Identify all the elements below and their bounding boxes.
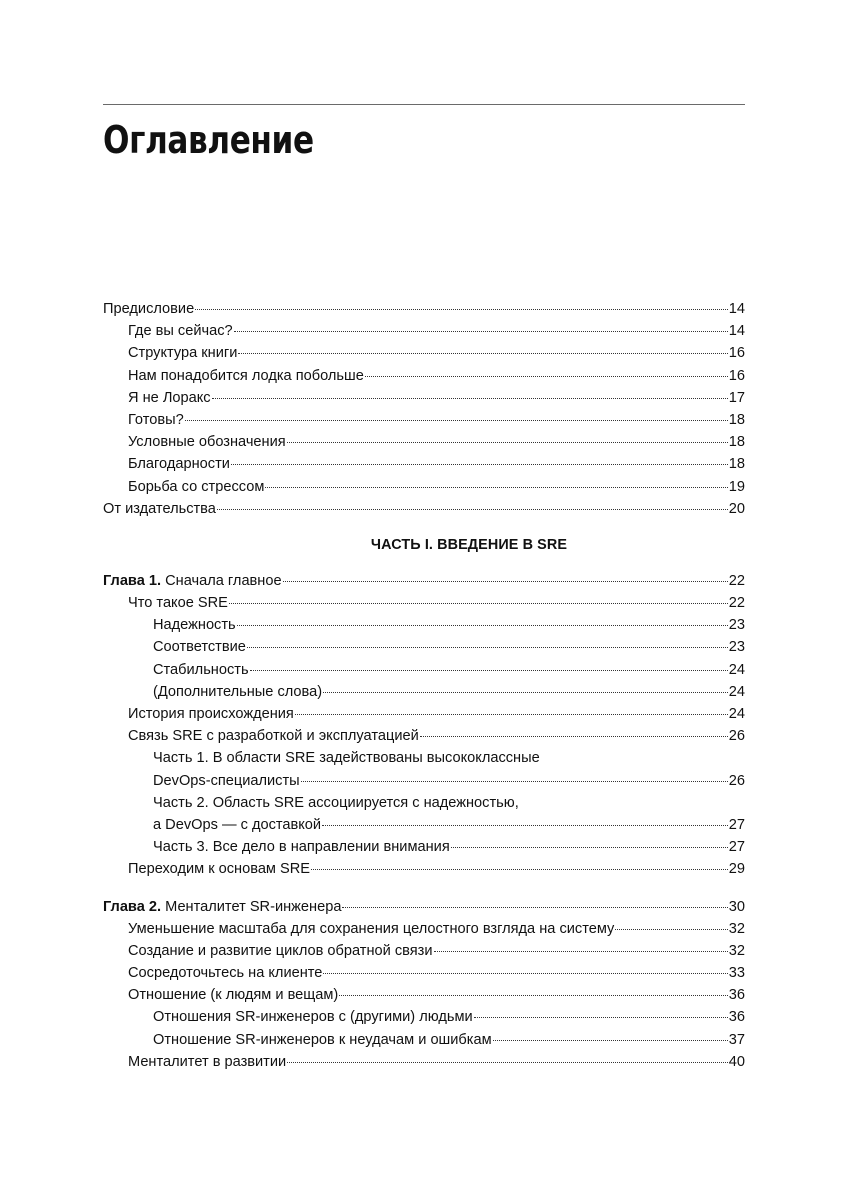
toc-entry-page: 20 bbox=[728, 500, 745, 517]
toc-entry[interactable] bbox=[103, 431, 745, 453]
table-of-contents bbox=[103, 298, 745, 1073]
chapter-2-entry[interactable] bbox=[103, 896, 745, 918]
toc-entry-page: 26 bbox=[728, 728, 745, 745]
dot-leader bbox=[185, 420, 728, 421]
toc-entry[interactable] bbox=[103, 636, 745, 658]
toc-entry[interactable] bbox=[103, 592, 745, 614]
dot-leader bbox=[342, 907, 727, 908]
toc-entry[interactable] bbox=[103, 659, 745, 681]
toc-entry-label: Сосредоточьтесь на клиенте bbox=[128, 965, 323, 982]
toc-entry-label: Менталитет в развитии bbox=[128, 1053, 287, 1070]
dot-leader bbox=[212, 398, 728, 399]
toc-entry[interactable] bbox=[103, 365, 745, 387]
toc-entry-label: Отношения SR-инженеров с (другими) людьми bbox=[153, 1009, 473, 1026]
toc-entry-label: От издательства bbox=[103, 500, 216, 517]
toc-entry-label: Предисловие bbox=[103, 301, 195, 317]
chapter-1-block bbox=[103, 570, 745, 881]
chapter-1-entry[interactable] bbox=[103, 570, 745, 592]
dot-leader bbox=[283, 581, 728, 582]
toc-entry-label-line1: Часть 1. В области SRE задействованы высококлассные bbox=[153, 750, 540, 767]
dot-leader bbox=[247, 647, 728, 648]
dot-leader bbox=[287, 442, 728, 443]
toc-entry-page: 36 bbox=[728, 1009, 745, 1026]
toc-entry-page: 14 bbox=[728, 301, 745, 317]
toc-entry-label: Благодарности bbox=[128, 456, 230, 473]
toc-entry-label: Я не Лоракс bbox=[128, 389, 211, 406]
dot-leader bbox=[287, 1062, 728, 1063]
toc-entry-label: Создание и развитие циклов обратной связи bbox=[128, 942, 433, 959]
toc-entry[interactable] bbox=[103, 1051, 745, 1073]
dot-leader bbox=[365, 376, 728, 377]
toc-entry[interactable] bbox=[103, 387, 745, 409]
toc-entry[interactable] bbox=[103, 1029, 745, 1051]
dot-leader bbox=[311, 869, 728, 870]
toc-entry-label: Структура книги bbox=[128, 345, 238, 362]
dot-leader bbox=[323, 973, 727, 974]
front-matter-list bbox=[103, 298, 745, 520]
toc-entry[interactable] bbox=[103, 614, 745, 636]
toc-entry[interactable] bbox=[103, 476, 745, 498]
dot-leader bbox=[217, 509, 728, 510]
toc-entry-label: Борьба со стрессом bbox=[128, 478, 265, 495]
page-title: Оглавление bbox=[103, 118, 314, 162]
dot-leader bbox=[195, 309, 728, 310]
toc-entry-label: Нам понадобится лодка побольше bbox=[128, 367, 364, 384]
dot-leader bbox=[265, 487, 727, 488]
toc-entry-label: Что такое SRE bbox=[128, 595, 228, 612]
toc-entry bbox=[103, 770, 745, 792]
toc-entry-page: 32 bbox=[728, 920, 745, 937]
header-rule bbox=[103, 104, 745, 105]
toc-entry-label: Надежность bbox=[153, 617, 236, 634]
toc-entry-page: 40 bbox=[728, 1053, 745, 1070]
toc-entry[interactable] bbox=[103, 940, 745, 962]
toc-entry[interactable] bbox=[103, 453, 745, 475]
toc-entry[interactable] bbox=[103, 498, 745, 520]
chapter-gap bbox=[103, 881, 745, 896]
dot-leader bbox=[229, 603, 728, 604]
toc-entry-wrapped[interactable] bbox=[103, 747, 745, 791]
toc-entry[interactable] bbox=[103, 836, 745, 858]
toc-entry[interactable] bbox=[103, 320, 745, 342]
toc-entry bbox=[103, 814, 745, 836]
chapter-1-wrapped-entries bbox=[103, 747, 745, 836]
chapter-1-entries bbox=[103, 592, 745, 747]
dot-leader bbox=[493, 1040, 728, 1041]
toc-entry-page: 36 bbox=[728, 987, 745, 1004]
toc-entry[interactable] bbox=[103, 725, 745, 747]
toc-entry[interactable] bbox=[103, 984, 745, 1006]
toc-entry-label: Условные обозначения bbox=[128, 434, 286, 451]
dot-leader bbox=[434, 951, 728, 952]
dot-leader bbox=[234, 331, 728, 332]
toc-entry[interactable] bbox=[103, 703, 745, 725]
toc-entry-label: Уменьшение масштаба для сохранения целостного взгляда на систему bbox=[128, 920, 615, 937]
chapter-2-title: Менталитет SR-инженера bbox=[165, 898, 342, 915]
dot-leader bbox=[323, 692, 728, 693]
toc-entry[interactable] bbox=[103, 962, 745, 984]
toc-entry-page: 24 bbox=[728, 683, 745, 700]
toc-entry-label: Где вы сейчас? bbox=[128, 323, 233, 340]
toc-entry-label: Готовы? bbox=[128, 411, 184, 428]
toc-entry[interactable] bbox=[103, 342, 745, 364]
toc-entry-label: Соответствие bbox=[153, 639, 246, 656]
chapter-1-prefix: Глава 1. bbox=[103, 572, 162, 589]
toc-entry-page: 14 bbox=[728, 323, 745, 340]
dot-leader bbox=[615, 929, 727, 930]
dot-leader bbox=[295, 714, 728, 715]
toc-entry-page: 29 bbox=[728, 861, 745, 878]
toc-entry-label: Отношение (к людям и вещам) bbox=[128, 987, 339, 1004]
toc-entry[interactable] bbox=[103, 858, 745, 880]
toc-entry-page: 18 bbox=[728, 434, 745, 451]
dot-leader bbox=[339, 995, 727, 996]
toc-entry-page: 32 bbox=[728, 942, 745, 959]
chapter-2-prefix: Глава 2. bbox=[103, 898, 162, 915]
toc-entry-page: 27 bbox=[728, 839, 745, 856]
toc-entry-label-line2: DevOps-специалисты bbox=[153, 772, 300, 789]
dot-leader bbox=[250, 670, 728, 671]
toc-entry-page: 18 bbox=[728, 456, 745, 473]
toc-entry-label-line2: а DevOps — с доставкой bbox=[153, 816, 322, 833]
dot-leader bbox=[474, 1017, 728, 1018]
toc-entry-label: Отношение SR-инженеров к неудачам и ошибкам bbox=[153, 1031, 492, 1048]
dot-leader bbox=[301, 781, 728, 782]
toc-entry-page: 26 bbox=[728, 772, 745, 789]
toc-entry-page: 23 bbox=[728, 617, 745, 634]
toc-entry-label: Переходим к основам SRE bbox=[128, 861, 311, 878]
dot-leader bbox=[322, 825, 728, 826]
toc-entry-page: 23 bbox=[728, 639, 745, 656]
toc-entry-label: (Дополнительные слова) bbox=[153, 683, 323, 700]
toc-entry-label: История происхождения bbox=[128, 706, 294, 722]
toc-entry[interactable] bbox=[103, 409, 745, 431]
dot-leader bbox=[420, 736, 728, 737]
toc-entry-page: 24 bbox=[728, 706, 745, 722]
toc-entry-page: 17 bbox=[728, 389, 745, 406]
toc-entry-page: 19 bbox=[728, 478, 745, 495]
toc-entry[interactable] bbox=[103, 918, 745, 940]
toc-entry-page: 16 bbox=[728, 345, 745, 362]
toc-entry-label: Часть 3. Все дело в направлении внимания bbox=[153, 839, 450, 856]
dot-leader bbox=[237, 625, 728, 626]
toc-entry-label-line1: Часть 2. Область SRE ассоциируется с надежностью, bbox=[153, 794, 519, 811]
chapter-1-tail-entries bbox=[103, 836, 745, 880]
dot-leader bbox=[231, 464, 728, 465]
dot-leader bbox=[238, 353, 727, 354]
toc-entry-wrapped[interactable] bbox=[103, 792, 745, 836]
toc-entry-label: Связь SRE с разработкой и эксплуатацией bbox=[128, 728, 419, 745]
chapter-1-title: Сначала главное bbox=[165, 572, 282, 589]
toc-entry-page: 37 bbox=[728, 1031, 745, 1048]
chapter-2-page: 30 bbox=[728, 898, 745, 915]
part-heading: ЧАСТЬ I. ВВЕДЕНИЕ В SRE bbox=[370, 536, 568, 553]
toc-entry-label: Стабильность bbox=[153, 661, 249, 678]
chapter-2-block bbox=[103, 896, 745, 1074]
toc-entry[interactable] bbox=[103, 681, 745, 703]
toc-entry-page: 16 bbox=[728, 367, 745, 384]
toc-entry-page: 27 bbox=[728, 816, 745, 833]
toc-entry-page: 24 bbox=[728, 661, 745, 678]
chapter-2-entries bbox=[103, 918, 745, 1073]
toc-entry[interactable] bbox=[103, 1006, 745, 1028]
toc-entry[interactable] bbox=[103, 298, 745, 320]
toc-entry-page: 18 bbox=[728, 411, 745, 428]
dot-leader bbox=[451, 847, 728, 848]
toc-entry-page: 33 bbox=[728, 965, 745, 982]
chapter-1-page: 22 bbox=[728, 572, 745, 589]
toc-entry-page: 22 bbox=[728, 595, 745, 612]
